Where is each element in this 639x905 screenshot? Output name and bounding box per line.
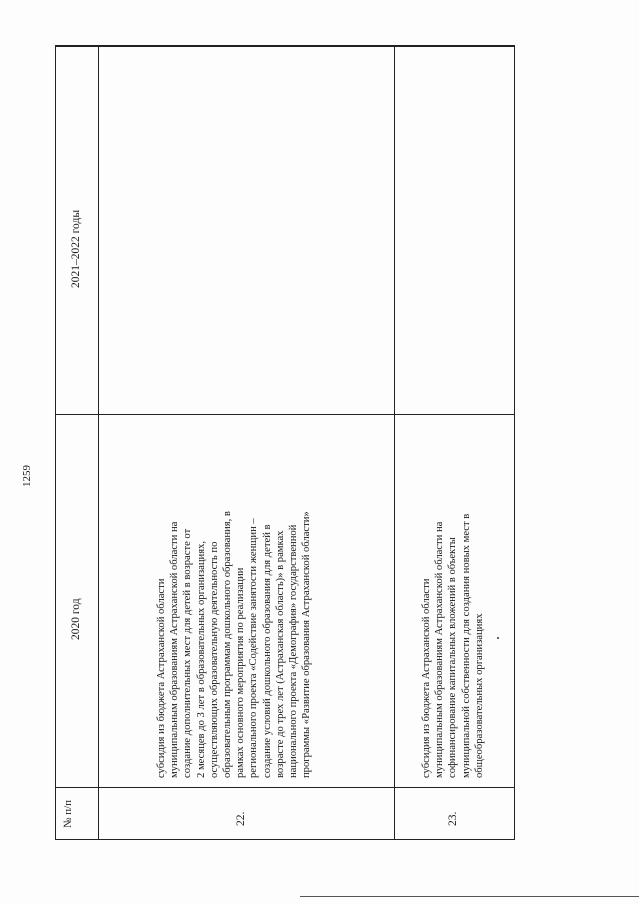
row-23-line: софинансирование капитальных вложений в объекты bbox=[447, 537, 459, 778]
row-22-line: осуществляющих образовательную деятельность по bbox=[208, 541, 220, 778]
row-23-number: 23. bbox=[447, 811, 459, 826]
row-23-line: общеобразовательных организациях bbox=[473, 613, 485, 778]
row-22-line: образовательным программам дошкольного образования, в bbox=[222, 511, 234, 778]
row-23-line: муниципальной собственности для создания новых мест в bbox=[460, 513, 472, 778]
scan-edge-line bbox=[300, 896, 639, 897]
header-2021-2022: 2021–2022 годы bbox=[70, 209, 82, 288]
row-22-line: муниципальным образованиям Астраханской области на bbox=[169, 521, 181, 778]
scan-speck bbox=[497, 637, 499, 639]
row-22-number: 22. bbox=[235, 811, 247, 826]
row-22-line: регионального проекта «Содействие занятости женщин – bbox=[248, 518, 260, 778]
header-number-text: № п/п bbox=[62, 799, 74, 829]
header-2020: 2020 год bbox=[70, 598, 82, 640]
column-divider-1 bbox=[55, 414, 515, 415]
row-22-line: создание дополнительных мест для детей в возрасте от bbox=[182, 528, 194, 778]
page-number: 1259 bbox=[21, 465, 33, 487]
row-22-line: программы «Развитие образования Астраханской области» bbox=[301, 511, 313, 778]
row-23-line: муниципальным образованиям Астраханской области на bbox=[434, 521, 446, 778]
row-23-text bbox=[420, 514, 486, 778]
column-divider-2 bbox=[55, 787, 515, 788]
row-22-line: 2 месяцев до 3 лет в образовательных организациях, bbox=[195, 540, 207, 778]
row-22-line: субсидия из бюджета Астраханской области bbox=[156, 578, 167, 778]
row-22-line: рамках основного мероприятия по реализации bbox=[235, 567, 247, 778]
header-number bbox=[62, 794, 75, 834]
header-separator bbox=[98, 45, 99, 840]
row-22-text bbox=[155, 511, 313, 778]
row-23-line: субсидия из бюджета Астраханской области bbox=[421, 578, 432, 778]
row-22-line: создание условий дошкольного образования для детей в bbox=[261, 524, 273, 778]
row-22-line: возрасте до трех лет (Астраханская область)» в рамках bbox=[274, 530, 286, 778]
row-divider bbox=[394, 45, 395, 840]
row-22-line: национального проекта «Демография» государственной bbox=[288, 524, 300, 778]
header-divider bbox=[56, 46, 514, 47]
